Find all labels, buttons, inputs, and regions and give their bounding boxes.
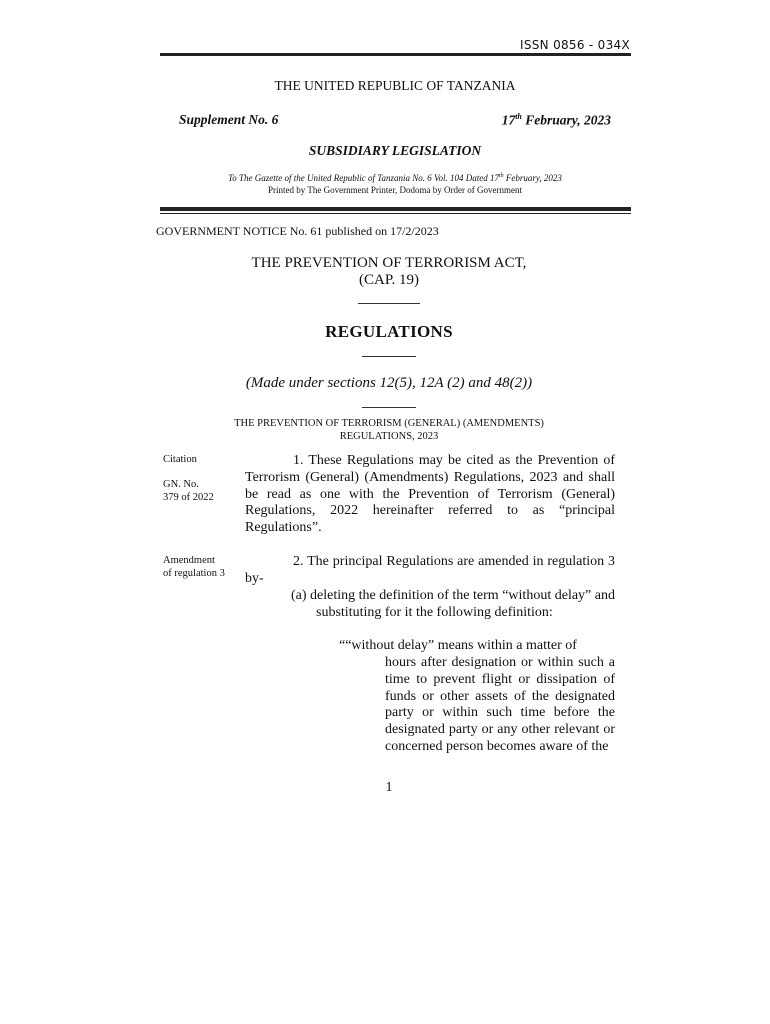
divider bbox=[362, 356, 416, 357]
quote-body: hours after designation or within such a time to prevent flight or dissipation of funds or other assets of the designated party or within such time before the designated party or any other relevant or concerned person becomes aware of the bbox=[385, 655, 615, 754]
subsidiary-heading: SUBSIDIARY LEGISLATION bbox=[308, 143, 482, 158]
act-title bbox=[0, 255, 770, 289]
supplement-number: Supplement No. 6 bbox=[179, 112, 279, 127]
government-notice: GOVERNMENT NOTICE No. 61 published on 17/2/2023 bbox=[156, 224, 439, 238]
gazette-line bbox=[0, 173, 770, 183]
regulations-title-line1: THE PREVENTION OF TERRORISM (GENERAL) (AMENDMENTS) bbox=[234, 418, 544, 429]
margin-note-gn-year: 379 of 2022 bbox=[163, 492, 214, 503]
header-rule bbox=[160, 53, 631, 56]
quote-lead: ““without delay” means within a matter of bbox=[339, 638, 577, 653]
date-rest: February, 2023 bbox=[521, 112, 611, 128]
date-suffix: th bbox=[515, 112, 522, 121]
margin-note-amendment: Amendment bbox=[163, 555, 215, 566]
act-title-line1: THE PREVENTION OF TERRORISM ACT, bbox=[251, 255, 527, 271]
date-day: 17 bbox=[501, 112, 516, 128]
gazette-post: February, 2023 bbox=[503, 173, 562, 183]
act-title-line2: (CAP. 19) bbox=[358, 272, 419, 288]
section-1-text: 1. These Regulations may be cited as the Prevention of Terrorism (General) (Amendments) Regulations, 2023 and shall be read as one with the Prevention of Terrorism (General) Regulations, 2022 hereinafter referred to as “principal Regulations”. bbox=[245, 453, 615, 536]
publication-date bbox=[440, 112, 611, 129]
section-2-item-a: (a) deleting the definition of the term “without delay” and substituting for it the following definition: bbox=[291, 588, 615, 620]
republic-heading: THE UNITED REPUBLIC OF TANZANIA bbox=[274, 78, 516, 93]
divider bbox=[362, 407, 416, 408]
margin-note-gn: GN. No. bbox=[163, 479, 199, 490]
margin-note-citation: Citation bbox=[163, 454, 197, 465]
divider bbox=[358, 303, 420, 304]
issn-number: ISSN 0856 - 034X bbox=[520, 38, 630, 52]
header-thin-rule bbox=[160, 213, 631, 214]
printer-line: Printed by The Government Printer, Dodoma by Order of Government bbox=[268, 185, 522, 195]
regulations-heading: REGULATIONS bbox=[325, 322, 453, 341]
header-thick-rule bbox=[160, 207, 631, 211]
regulations-title-line2: REGULATIONS, 2023 bbox=[339, 431, 439, 442]
section-2-text: 2. The principal Regulations are amended in regulation 3 by- bbox=[245, 554, 615, 586]
made-under-line: (Made under sections 12(5), 12A (2) and 48(2)) bbox=[245, 375, 533, 391]
margin-note-regulation: of regulation 3 bbox=[163, 568, 225, 579]
gazette-pre: To The Gazette of the United Republic of Tanzania No. 6 Vol. 104 Dated 17 bbox=[228, 173, 499, 183]
page-number: 1 bbox=[385, 780, 393, 795]
regulations-title bbox=[0, 417, 770, 443]
gazette-suffix: th bbox=[498, 173, 504, 179]
